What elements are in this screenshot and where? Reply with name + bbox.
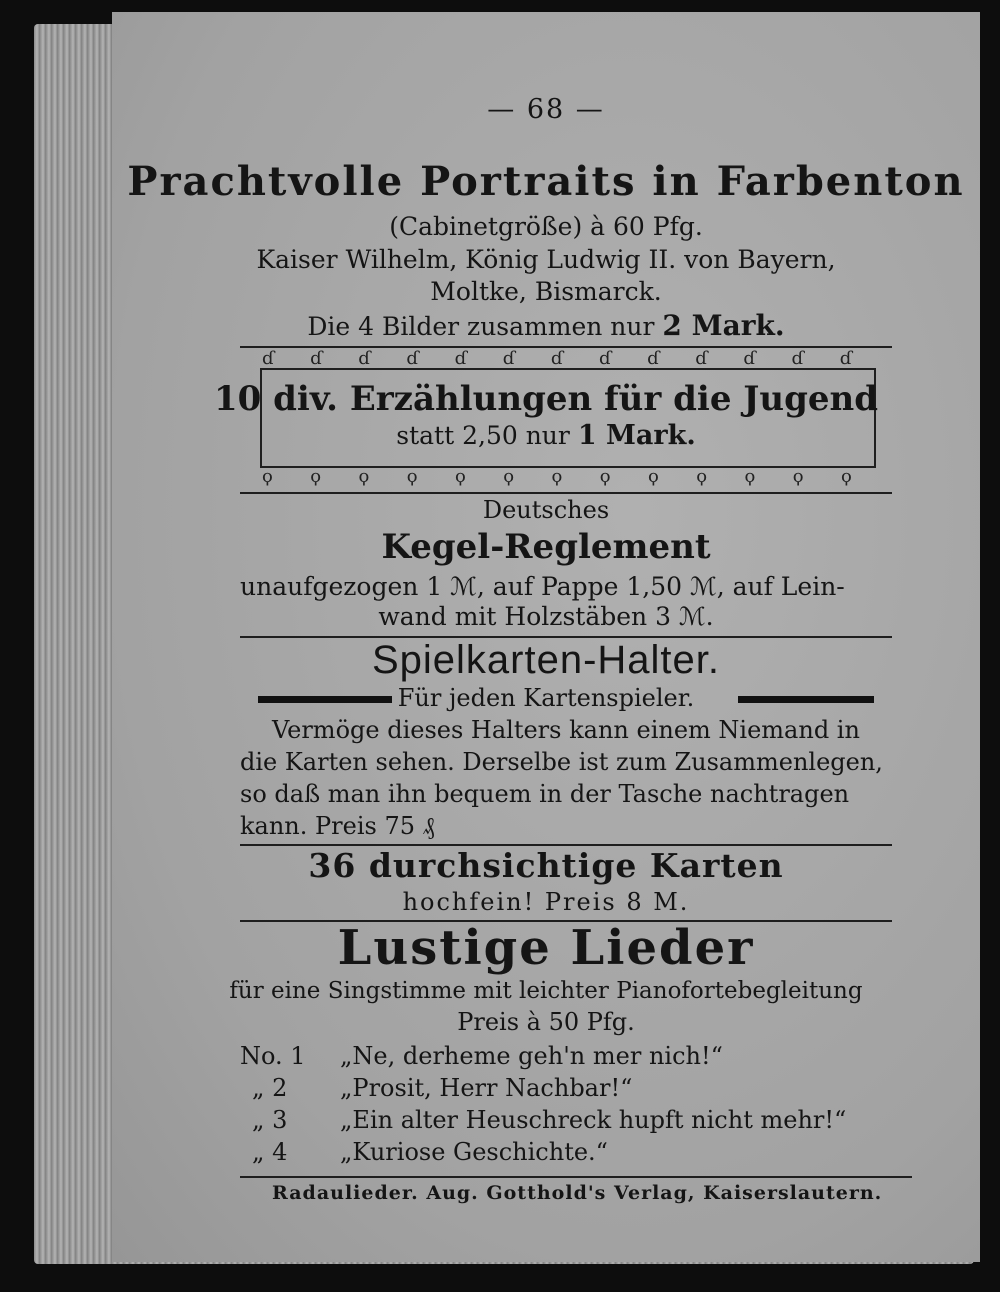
portraits-names-line: Kaiser Wilhelm, König Ludwig II. von Bayern, <box>256 245 836 274</box>
song-item-1-number: No. 1 <box>240 1042 306 1070</box>
portraits-price-text: Die 4 Bilder zusammen nur <box>307 312 655 341</box>
book-page <box>112 12 980 1262</box>
portraits-names-line-2: Moltke, Bismarck. <box>430 277 662 306</box>
kegel-price-line-2: wand mit Holzstäben 3 ℳ. <box>378 602 714 631</box>
song-item-4-title: „Kuriose Geschichte.“ <box>340 1138 608 1166</box>
ornament-pendants-top: ɗ ɗ ɗ ɗ ɗ ɗ ɗ ɗ ɗ ɗ ɗ ɗ ɗ <box>262 348 852 369</box>
footer-rule <box>240 1176 912 1178</box>
song-item-3-title: „Ein alter Heuschreck hupft nicht mehr!“ <box>340 1106 847 1134</box>
song-item-2-title: „Prosit, Herr Nachbar!“ <box>340 1074 633 1102</box>
page-number: — 68 — <box>487 94 605 125</box>
kegel-kicker: Deutsches <box>482 496 610 524</box>
card-holder-body-3: so daß man ihn bequem in der Tasche nachtragen <box>240 780 850 808</box>
songs-subtitle: für eine Singstimme mit leichter Pianofortebegleitung <box>229 978 863 1004</box>
stories-price-line <box>112 420 980 451</box>
card-holder-headline: Spielkarten-Halter. <box>371 638 721 682</box>
portraits-headline: Prachtvolle Portraits in Farbenton <box>127 158 965 205</box>
songs-price: Preis à 50 Pfg. <box>457 1008 635 1036</box>
kegel-price-line-1: unaufgezogen 1 ℳ, auf Pappe 1,50 ℳ, auf Lein- <box>240 572 845 601</box>
song-item-1-title: „Ne, derheme geh'n mer nich!“ <box>340 1042 723 1070</box>
kegel-headline: Kegel-Reglement <box>381 527 711 567</box>
stories-price-text: statt 2,50 nur <box>396 421 570 450</box>
card-holder-body-2: die Karten sehen. Derselbe ist zum Zusammenlegen, <box>240 748 883 776</box>
song-item-2-number: „ 2 <box>252 1074 288 1102</box>
tagline-bar-right <box>738 696 874 703</box>
card-holder-body-1: Vermöge dieses Halters kann einem Niemand in <box>272 716 860 744</box>
song-item-3-number: „ 3 <box>252 1106 288 1134</box>
stories-price-amount: 1 Mark. <box>577 420 696 451</box>
publisher-footer: Radaulieder. Aug. Gotthold's Verlag, Kaiserslautern. <box>272 1182 883 1204</box>
portraits-size-line: (Cabinetgröße) à 60 Pfg. <box>389 212 703 241</box>
stories-headline: 10 div. Erzählungen für die Jugend <box>213 379 878 419</box>
ornament-rule-bottom <box>240 492 892 494</box>
songs-headline: Lustige Lieder <box>337 920 755 976</box>
card-holder-body-4: kann. Preis 75 ₰ <box>240 812 435 840</box>
card-holder-tagline: Für jeden Kartenspieler. <box>397 684 695 712</box>
transparent-cards-headline: 36 durchsichtige Karten <box>308 846 784 885</box>
ornament-pendants-bottom: ϙ ϙ ϙ ϙ ϙ ϙ ϙ ϙ ϙ ϙ ϙ ϙ ϙ <box>262 466 852 487</box>
transparent-cards-price: hochfein! Preis 8 M. <box>402 888 690 916</box>
portraits-price-amount: 2 Mark. <box>662 309 785 342</box>
song-item-4-number: „ 4 <box>252 1138 288 1166</box>
portraits-price-line <box>112 309 980 342</box>
